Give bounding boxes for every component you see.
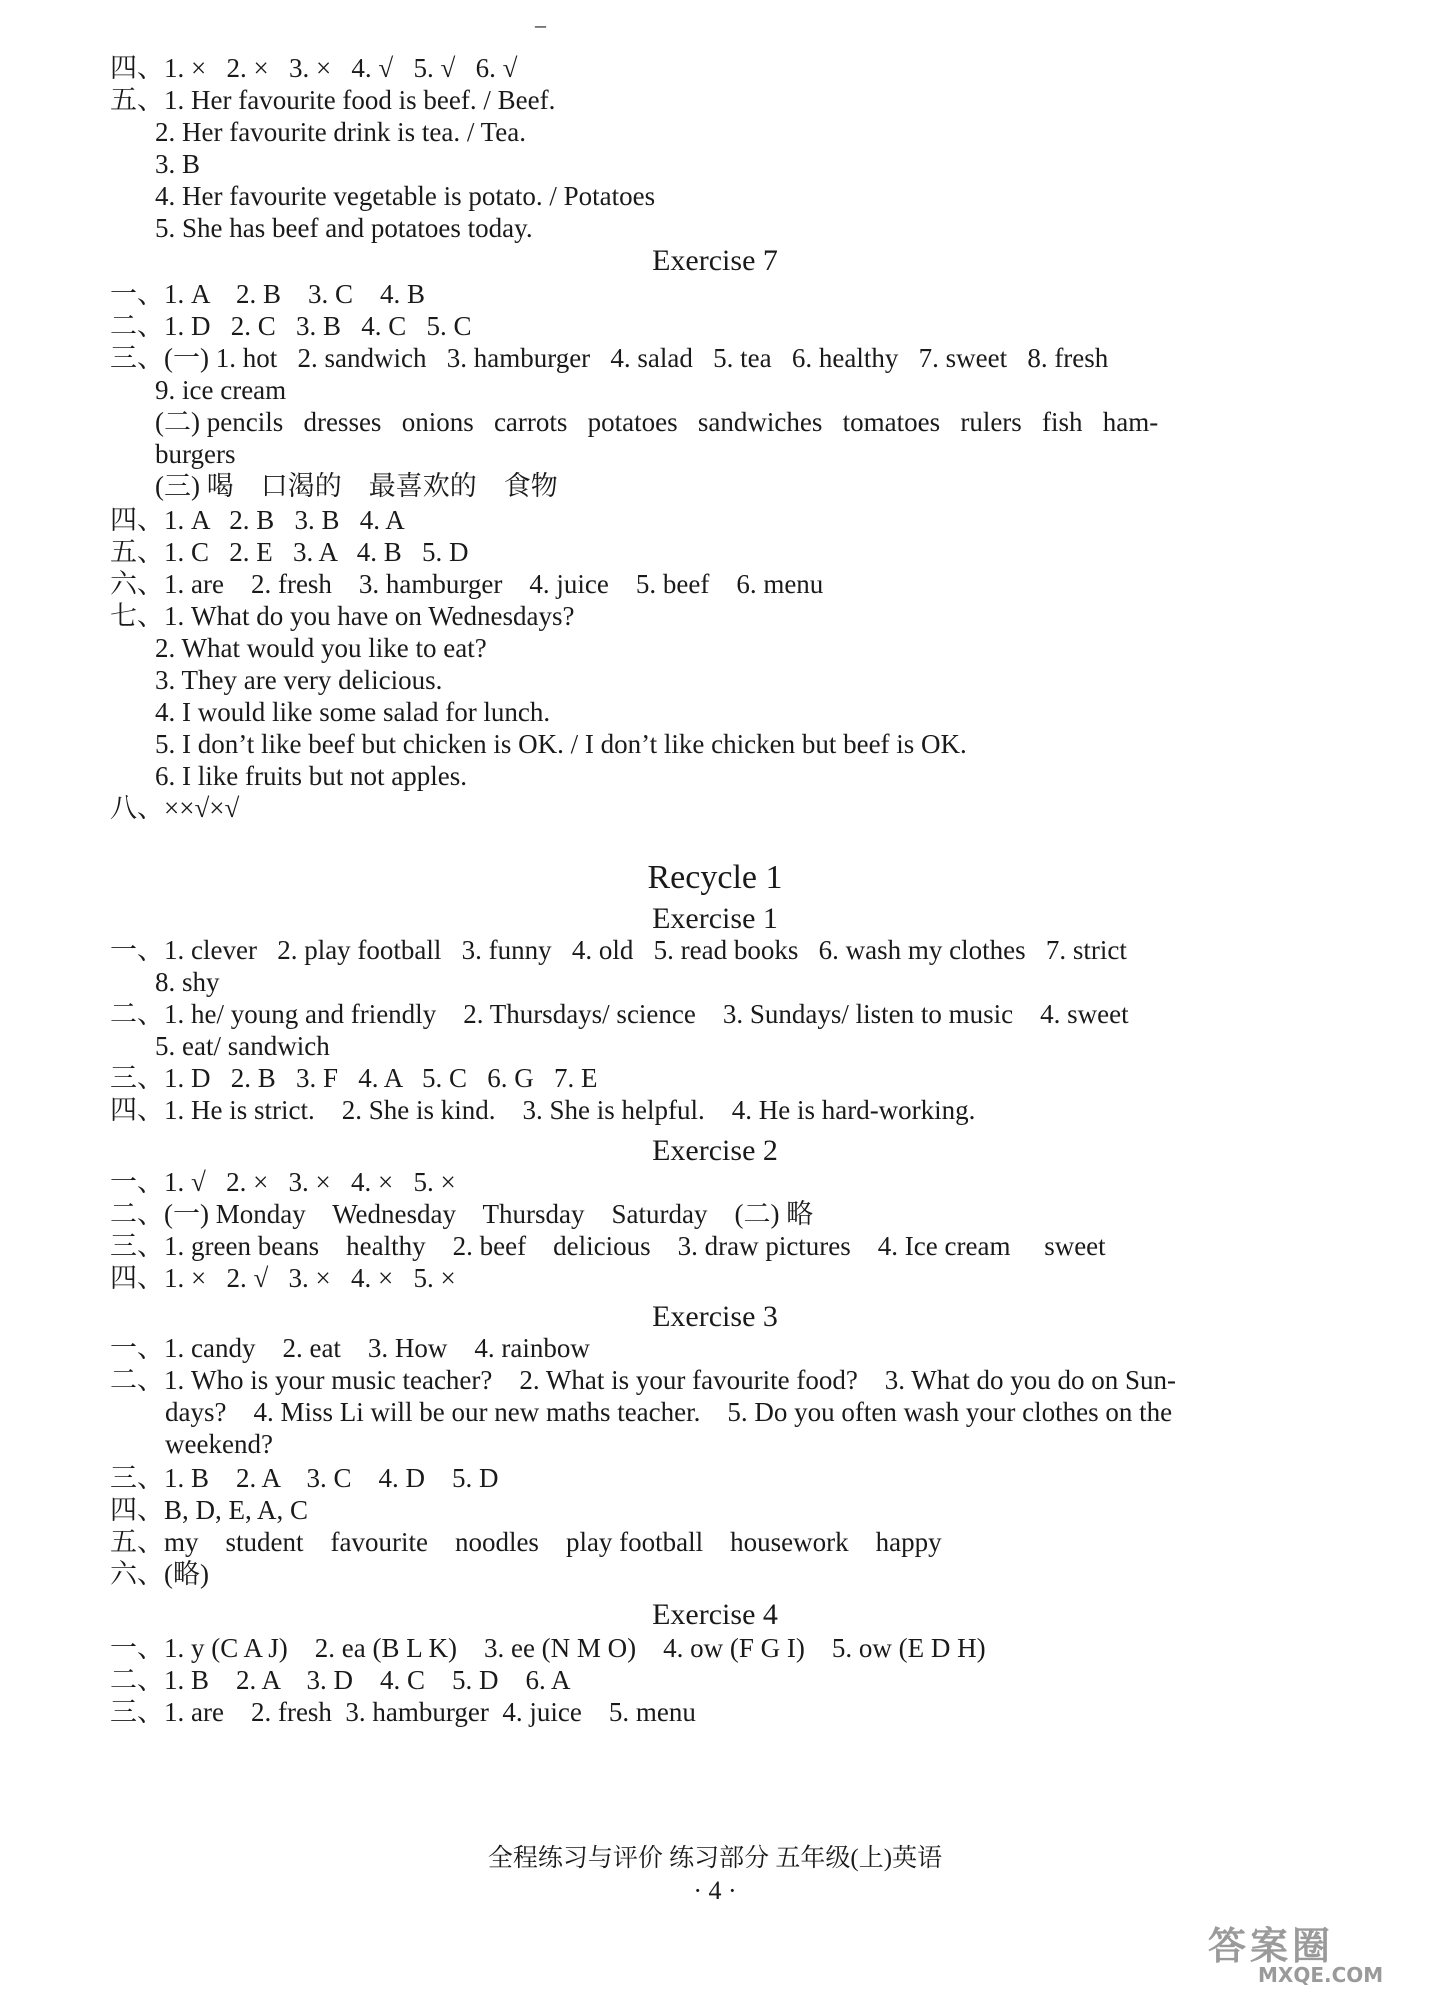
unit-heading: Recycle 1 xyxy=(647,859,783,896)
answer-line: 三、1. D 2. B 3. F 4. A 5. C 6. G 7. E xyxy=(110,1063,598,1093)
watermark-url: MXQE.COM xyxy=(1258,1963,1384,1987)
answer-line: 五、1. Her favourite food is beef. / Beef. xyxy=(110,85,556,115)
answer-line: 四、B, D, E, A, C xyxy=(110,1495,309,1525)
answer-line: 5. She has beef and potatoes today. xyxy=(155,213,533,243)
answer-line: 四、1. He is strict. 2. She is kind. 3. She is helpful. 4. He is hard-working. xyxy=(110,1095,976,1125)
answer-line: 五、1. C 2. E 3. A 4. B 5. D xyxy=(110,537,469,567)
answer-line: 五、my student favourite noodles play football housework happy xyxy=(110,1527,942,1557)
answer-line: 4. Her favourite vegetable is potato. / Potatoes xyxy=(155,181,656,211)
answer-line: (二) pencils dresses onions carrots potatoes sandwiches tomatoes rulers fish ham- xyxy=(155,407,1159,437)
answer-line: 一、1. y (C A J) 2. ea (B L K) 3. ee (N M O) 4. ow (F G I) 5. ow (E D H) xyxy=(110,1633,986,1663)
footer-title: 全程练习与评价 练习部分 五年级(上)英语 xyxy=(487,1845,943,1872)
answer-line: 二、1. B 2. A 3. D 4. C 5. D 6. A xyxy=(110,1665,571,1695)
answer-line: (三) 喝 口渴的 最喜欢的 食物 xyxy=(155,471,558,501)
answer-line: 3. They are very delicious. xyxy=(155,665,443,695)
answer-line: weekend? xyxy=(165,1429,273,1459)
answer-line: 二、1. D 2. C 3. B 4. C 5. C xyxy=(110,311,472,341)
answer-line: 二、1. he/ young and friendly 2. Thursdays/ science 3. Sundays/ listen to music 4. sweet xyxy=(110,999,1129,1029)
answer-line: 四、1. × 2. √ 3. × 4. × 5. × xyxy=(110,1263,456,1293)
answer-line: 一、1. candy 2. eat 3. How 4. rainbow xyxy=(110,1333,590,1363)
answer-line: 6. I like fruits but not apples. xyxy=(155,761,467,791)
exercise-heading: Exercise 3 xyxy=(652,1300,778,1333)
answer-line: 一、1. clever 2. play football 3. funny 4. old 5. read books 6. wash my clothes 7. strict xyxy=(110,935,1127,965)
answer-line: 2. Her favourite drink is tea. / Tea. xyxy=(155,117,526,147)
exercise-heading: Exercise 7 xyxy=(652,244,778,277)
answer-line: 4. I would like some salad for lunch. xyxy=(155,697,551,727)
answer-line: 四、1. A 2. B 3. B 4. A xyxy=(110,505,405,535)
answer-line: 七、1. What do you have on Wednesdays? xyxy=(110,601,575,631)
answer-line: 一、1. A 2. B 3. C 4. B xyxy=(110,279,426,309)
watermark xyxy=(1208,1915,1418,1990)
answer-line: 2. What would you like to eat? xyxy=(155,633,487,663)
answer-line: 一、1. √ 2. × 3. × 4. × 5. × xyxy=(110,1167,456,1197)
exercise-heading: Exercise 2 xyxy=(652,1134,778,1167)
answer-line: 5. I don’t like beef but chicken is OK. / I don’t like chicken but beef is OK. xyxy=(155,729,967,759)
answer-line: 六、1. are 2. fresh 3. hamburger 4. juice 5. beef 6. menu xyxy=(110,569,824,599)
top-mark: – xyxy=(535,12,546,37)
answer-line: 二、(一) Monday Wednesday Thursday Saturday (二) 略 xyxy=(110,1199,814,1229)
answer-line: days? 4. Miss Li will be our new maths teacher. 5. Do you often wash your clothes on the xyxy=(165,1397,1173,1427)
answer-line: 三、(一) 1. hot 2. sandwich 3. hamburger 4. salad 5. tea 6. healthy 7. sweet 8. fresh xyxy=(110,343,1109,373)
exercise-heading: Exercise 1 xyxy=(652,902,778,935)
answer-line: 三、1. are 2. fresh 3. hamburger 4. juice 5. menu xyxy=(110,1697,696,1727)
answer-line: 9. ice cream xyxy=(155,375,287,405)
watermark-logo: 答案圈 xyxy=(1208,1924,1335,1968)
answer-line: 六、(略) xyxy=(110,1559,209,1589)
answer-line: 二、1. Who is your music teacher? 2. What is your favourite food? 3. What do you do on Sun- xyxy=(110,1365,1177,1395)
answer-line: 5. eat/ sandwich xyxy=(155,1031,330,1061)
answer-line: 四、1. × 2. × 3. × 4. √ 5. √ 6. √ xyxy=(110,53,518,83)
answer-line: 三、1. B 2. A 3. C 4. D 5. D xyxy=(110,1463,499,1493)
answer-line: 8. shy xyxy=(155,967,220,997)
answer-line: 八、××√×√ xyxy=(110,793,240,823)
page-number: · 4 · xyxy=(693,1876,737,1905)
answer-line: 三、1. green beans healthy 2. beef delicious 3. draw pictures 4. Ice cream sweet xyxy=(110,1231,1106,1261)
answer-line: burgers xyxy=(155,439,236,469)
exercise-heading: Exercise 4 xyxy=(652,1598,778,1631)
answer-line: 3. B xyxy=(155,149,201,179)
